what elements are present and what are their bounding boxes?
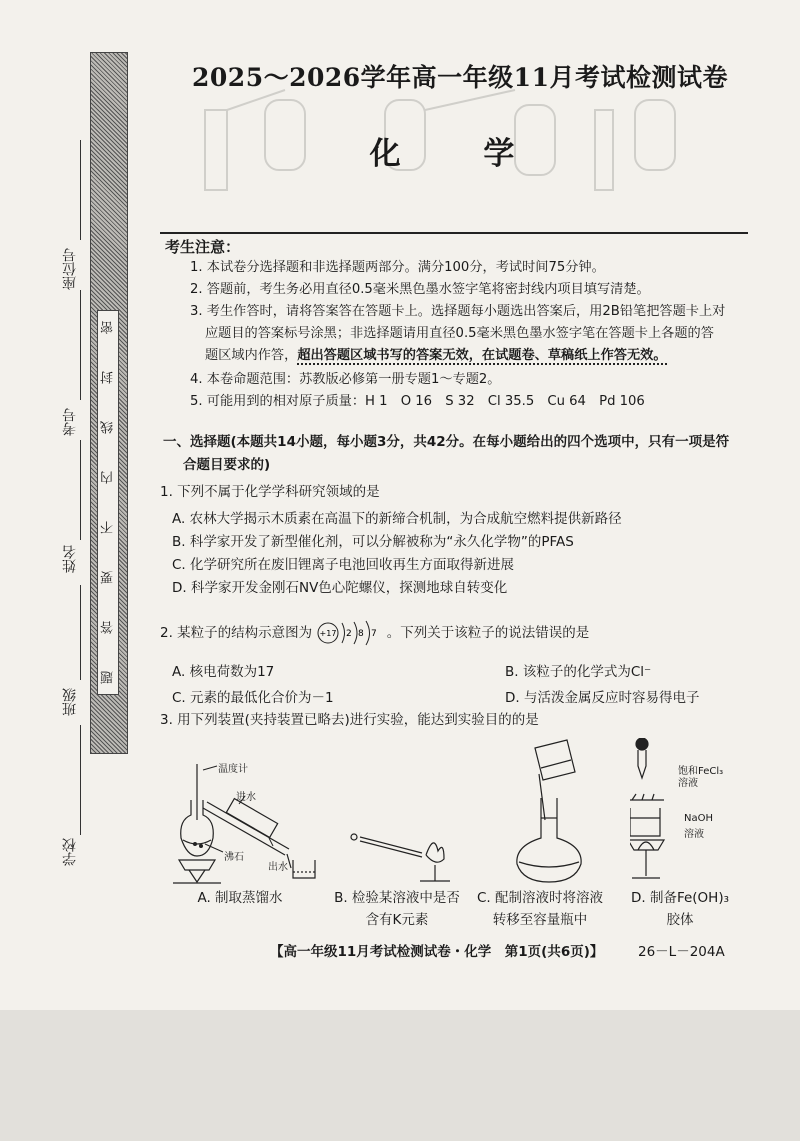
seal-char: 线 [100,421,116,434]
name-label: 姓名 [62,545,78,573]
fecl3-label: 饱和FeCl₃ [678,766,724,777]
exam-title: 2025～2026学年高一年级11月考试检测试卷 [192,63,728,92]
caption-d-line-1: D. 制备Fe(OH)₃ [630,890,730,906]
thermometer-label: 温度计 [218,764,248,775]
q1-option-d: D. 科学家开发金刚石NV色心陀螺仪，探测地球自转变化 [172,580,508,596]
atom-structure-diagram [316,620,382,646]
water-out-label: 出水 [268,862,288,873]
school-line [80,725,81,835]
seal-line-notice [97,310,119,695]
q1-stem: 1. 下列不属于化学学科研究领域的是 [160,484,380,500]
name-line [80,440,81,540]
seal-char: 要 [100,571,116,584]
seal-char: 答 [100,621,116,634]
exam-number-line [80,290,81,400]
q3-caption-a [180,887,300,909]
distillation-apparatus [165,760,325,885]
notice-item-4: 4. 本卷命题范围：苏教版必修第一册专题1～专题2。 [190,372,501,387]
flame-test-apparatus [340,815,460,885]
caption-b-line-2: 含有K元素 [365,912,429,928]
shell-1-electrons: 2 [346,629,353,639]
page-margin-bottom [0,1010,800,1141]
ferric-hydroxide-colloid-apparatus [630,738,690,888]
caption-b-line-1: B. 检验某溶液中是否 [334,890,460,906]
notice-item-2: 2. 答题前，考生务必用直径0.5毫米黑色墨水签字笔将密封线内项目填写清楚。 [190,282,650,297]
seat-number-line [80,140,81,240]
notice-item-3-cont: 应题目的答案标号涂黑；非选择题请用直径0.5毫米黑色墨水签字笔在答题卡上各题的答 [205,326,714,341]
seal-char: 内 [100,471,116,484]
naoh-solution-label: 溶液 [684,829,704,840]
header-divider [160,232,748,234]
caption-c-line-2: 转移至容量瓶中 [492,912,588,928]
q1-option-a: A. 农林大学揭示木质素在高温下的新缔合机制，为合成航空燃料提供新路径 [172,511,622,527]
water-in-label: 进水 [236,792,256,803]
seat-number-label: 座位号 [62,248,78,290]
section-heading-cont: 合题目要求的) [183,457,271,473]
notice-item-3-end-text: 题区域内作答， [205,348,298,363]
q3-caption-b [322,887,472,931]
q1-option-b: B. 科学家开发了新型催化剂，可以分解被称为“永久化学物”的PFAS [172,534,574,550]
seal-char: 不 [100,521,116,534]
seal-char: 封 [100,371,116,384]
q2-stem-post: 。下列关于该粒子的说法错误的是 [386,625,590,641]
q3-caption-c [470,887,610,931]
section-heading: 一、选择题(本题共14小题，每小题3分，共42分。在每小题给出的四个选项中，只有一项是符 [163,434,730,450]
notice-item-3: 3. 考生作答时，请将答案答在答题卡上。选择题每小题选出答案后，用2B铅笔把答题卡上对 [190,304,726,319]
q2-option-b: B. 该粒子的化学式为Cl⁻ [505,664,652,680]
q1-option-c: C. 化学研究所在废旧锂离子电池回收再生方面取得新进展 [172,557,515,573]
q2-option-d: D. 与活泼金属反应时容易得电子 [505,690,700,706]
notice-warning: 超出答题区域书写的答案无效，在试题卷、草稿纸上作答无效。 [297,348,667,363]
nucleus-charge: +17 [320,629,337,638]
fecl3-solution-label: 溶液 [678,778,698,789]
seal-char: 密 [100,321,116,334]
notice-item-1: 1. 本试卷分选择题和非选择题两部分。满分100分，考试时间75分钟。 [190,260,605,275]
seal-char: 题 [100,671,116,684]
q2-option-c: C. 元素的最低化合价为－1 [172,690,334,706]
shell-3-electrons: 7 [371,629,378,639]
notice-item-5: 5. 可能用到的相对原子质量：H 1 O 16 S 32 Cl 35.5 Cu 64 Pd 106 [190,394,645,409]
school-label: 学校 [62,838,78,866]
caption-c-line-1: C. 配制溶液时将溶液 [476,890,603,906]
page-footer: 【高一年级11月考试检测试卷・化学 第1页(共6页)】 [270,944,604,960]
notice-item-3-end [205,346,667,366]
paper-code: 26－L－204A [638,944,725,960]
q3-caption-d [615,887,745,931]
class-label: 班级 [62,688,78,716]
q2-stem [160,620,589,646]
q2-option-a: A. 核电荷数为17 [172,664,275,680]
naoh-label: NaOH [684,813,713,824]
shell-2-electrons: 8 [358,629,365,639]
boiling-chips-label: 沸石 [224,852,244,863]
q2-stem-pre: 2. 某粒子的结构示意图为 [160,625,313,641]
exam-number-label: 考号 [62,408,78,436]
q3-stem: 3. 用下列装置(夹持装置已略去)进行实验，能达到实验目的的是 [160,712,539,728]
notice-heading: 考生注意： [165,238,241,256]
subject-title: 化 学 [369,136,551,172]
volumetric-flask-transfer [505,738,595,888]
caption-a-line: A. 制取蒸馏水 [197,890,283,906]
class-line [80,585,81,680]
caption-d-line-2: 胶体 [666,912,694,928]
